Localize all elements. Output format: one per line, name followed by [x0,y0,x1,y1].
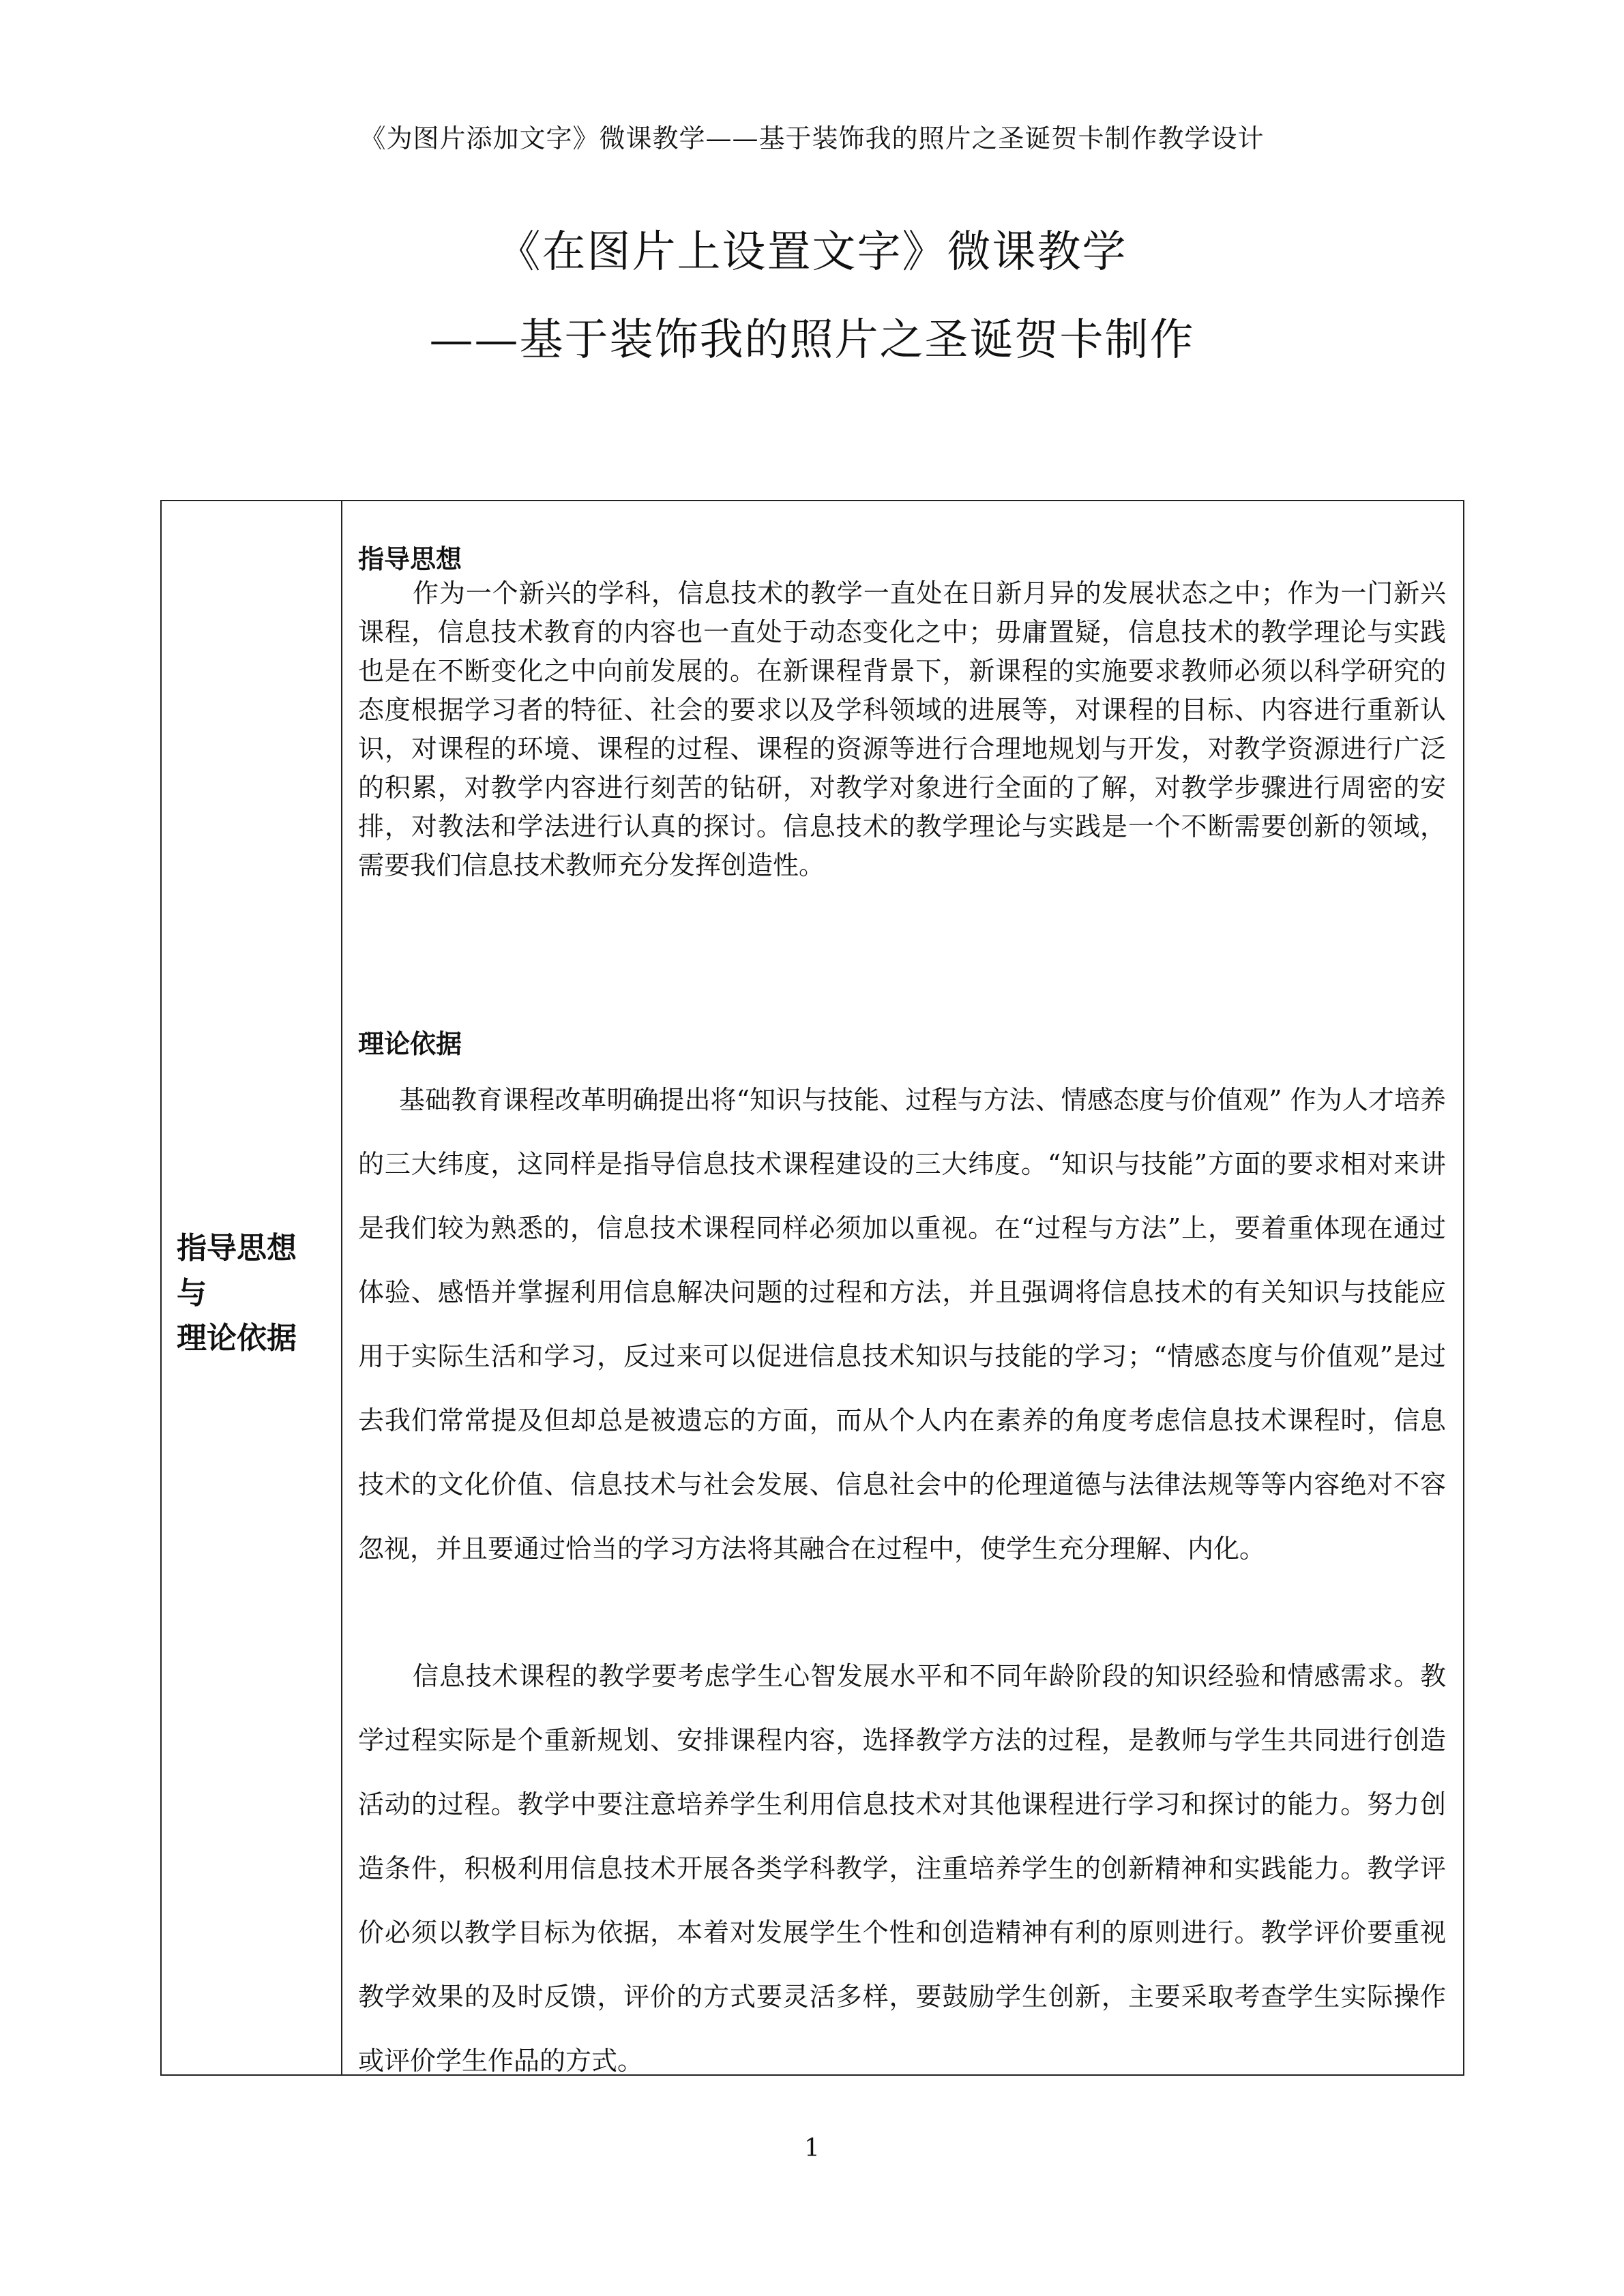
section-heading-guiding-ideas: 指导思想 [358,544,462,574]
column-divider [341,501,342,2074]
section-body-theory-paragraph-1: 基础教育课程改革明确提出将“知识与技能、过程与方法、情感态度与价值观” 作为人才培养的三大纬度，这同样是指导信息技术课程建设的三大纬度。“知识与技能”方面的要求相对来讲是我们较为熟悉的，信息技术课程同样必须加以重视。在“过程与方法”上，要着重体现在通过体验、感悟并掌握利用信息解决问题的过程和方法，并且强调将信息技术的有关知识与技能应用于实际生活和学习，反过来可以促进信息技术知识与技能的学习；“情感态度与价值观”是过去我们常常提及但却总是被遗忘的方面，而从个人内在素养的角度考虑信息技术课程时，信息技术的文化价值、信息技术与社会发展、信息社会中的伦理道德与法律法规等等内容绝对不容忽视，并且要通过恰当的学习方法将其融合在过程中，使学生充分理解、内化。 [358,1085,1446,1564]
content-table [160,500,1464,2076]
page-number: 1 [804,2134,820,2162]
document-title: 《在图片上设置文字》微课教学 [497,227,1127,278]
row-label-cell [177,1226,334,1361]
document-subtitle: ——基于装饰我的照片之圣诞贺卡制作 [429,315,1195,366]
section-heading-theory: 理论依据 [358,1029,462,1059]
row-label-line3: 理论依据 [177,1321,297,1356]
row-label-line1: 指导思想 [177,1231,297,1266]
row-label-line2: 与 [177,1276,207,1311]
running-header: 《为图片添加文字》微课教学——基于装饰我的照片之圣诞贺卡制作教学设计 [359,123,1265,153]
section-body-theory-paragraph-2: 信息技术课程的教学要考虑学生心智发展水平和不同年龄阶段的知识经验和情感需求。教学过程实际是个重新规划、安排课程内容，选择教学方法的过程，是教师与学生共同进行创造活动的过程。教学中要注意培养学生利用信息技术对其他课程进行学习和探讨的能力。努力创造条件，积极利用信息技术开展各类学科教学，注重培养学生的创新精神和实践能力。教学评价必须以教学目标为依据，本着对发展学生个性和创造精神有利的原则进行。教学评价要重视教学效果的及时反馈，评价的方式要灵活多样，要鼓励学生创新，主要采取考查学生实际操作或评价学生作品的方式。 [358,1661,1446,2076]
section-body-guiding-ideas: 作为一个新兴的学科，信息技术的教学一直处在日新月异的发展状态之中；作为一门新兴课程，信息技术教育的内容也一直处于动态变化之中；毋庸置疑，信息技术的教学理论与实践也是在不断变化之中向前发展的。在新课程背景下，新课程的实施要求教师必须以科学研究的态度根据学习者的特征、社会的要求以及学科领域的进展等，对课程的目标、内容进行重新认识，对课程的环境、课程的过程、课程的资源等进行合理地规划与开发，对教学资源进行广泛的积累，对教学内容进行刻苦的钻研，对教学对象进行全面的了解，对教学步骤进行周密的安排，对教法和学法进行认真的探讨。信息技术的教学理论与实践是一个不断需要创新的领域，需要我们信息技术教师充分发挥创造性。 [358,578,1446,880]
